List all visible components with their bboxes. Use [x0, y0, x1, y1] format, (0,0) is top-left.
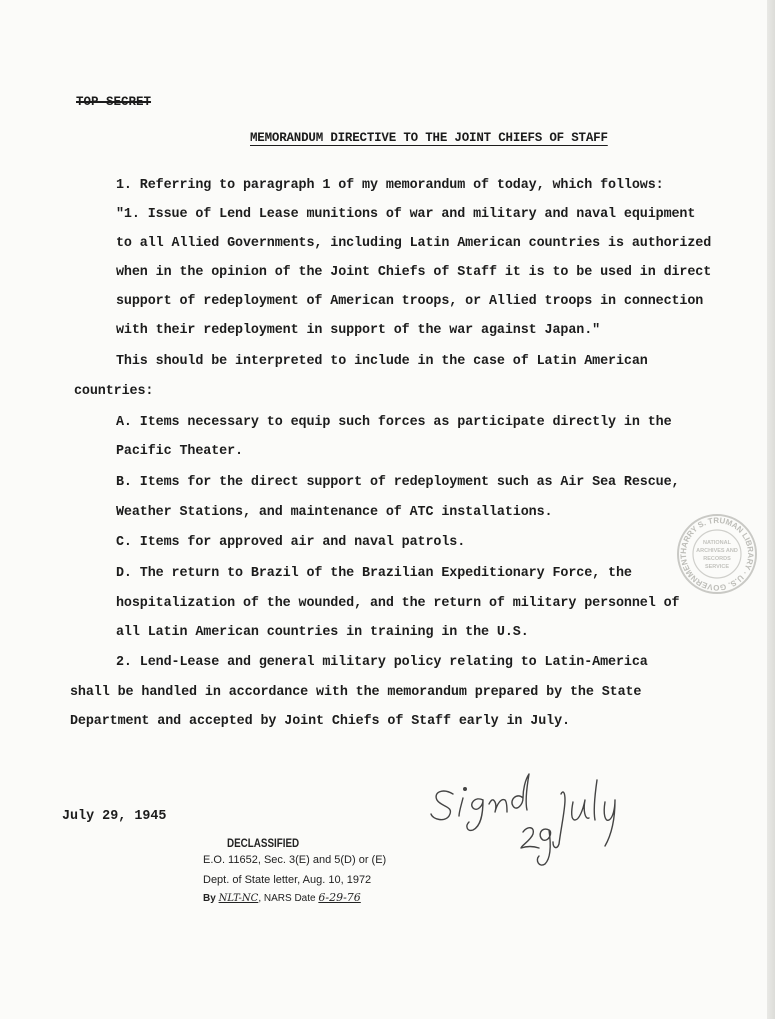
body-line: 1. Referring to paragraph 1 of my memorandum of today, which follows: — [116, 178, 664, 193]
body-line: when in the opinion of the Joint Chiefs of Staff it is to be used in direct — [116, 265, 712, 280]
seal-outer-text: HARRY S. TRUMAN LIBRARY · U.S. GOVERNMENT — [678, 515, 756, 593]
declassified-by-prefix: By — [203, 893, 216, 904]
body-line: 2. Lend-Lease and general military policy relating to Latin-America — [116, 655, 648, 670]
body-line: countries: — [74, 384, 154, 399]
body-line: "1. Issue of Lend Lease munitions of war and military and naval equipment — [116, 207, 696, 222]
classification-marking: TOP SECRET — [76, 95, 152, 109]
declassified-title: DECLASSIFIED — [227, 836, 300, 850]
body-line: B. Items for the direct support of redeployment such as Air Sea Rescue, — [116, 475, 680, 490]
body-line: Weather Stations, and maintenance of ATC installations. — [116, 505, 553, 520]
signature-scribble — [425, 770, 625, 870]
declassified-letter: Dept. of State letter, Aug. 10, 1972 — [203, 874, 372, 886]
seal-inner-line: SERVICE — [704, 564, 730, 570]
body-line: all Latin American countries in training in the U.S. — [116, 625, 529, 640]
seal-inner-line: ARCHIVES AND — [696, 548, 738, 554]
body-line: shall be handled in accordance with the memorandum prepared by the State — [70, 685, 642, 700]
declassified-initials: NLT-NC — [218, 893, 259, 904]
page-edge-shadow — [767, 0, 775, 1019]
body-line: Department and accepted by Joint Chiefs of Staff early in July. — [70, 714, 570, 729]
body-line: A. Items necessary to equip such forces as participate directly in the — [116, 415, 672, 430]
handwritten-signature — [425, 770, 625, 875]
memo-title: MEMORANDUM DIRECTIVE TO THE JOINT CHIEFS OF STAFF — [250, 131, 608, 145]
body-line: Pacific Theater. — [116, 444, 243, 459]
seal-inner-line: NATIONAL — [702, 540, 732, 546]
declassified-nars-label: , NARS Date — [258, 893, 316, 904]
memo-date: July 29, 1945 — [62, 809, 167, 824]
declassified-authority: E.O. 11652, Sec. 3(E) and 5(D) or (E) — [203, 854, 387, 866]
body-line: to all Allied Governments, including Latin American countries is authorized — [116, 236, 712, 251]
seal-inner-line: RECORDS — [703, 556, 731, 562]
declassified-date: 6-29-76 — [318, 891, 361, 904]
body-line: support of redeployment of American troops, or Allied troops in connection — [116, 294, 704, 309]
body-line: with their redeployment in support of the war against Japan." — [116, 323, 601, 338]
declassified-by-line — [203, 892, 361, 904]
body-line: D. The return to Brazil of the Brazilian Expeditionary Force, the — [116, 566, 632, 581]
library-seal-stamp — [676, 513, 758, 600]
body-line: This should be interpreted to include in the case of Latin American — [116, 354, 648, 369]
seal-icon — [676, 513, 758, 595]
body-line: C. Items for approved air and naval patrols. — [116, 535, 466, 550]
body-line: hospitalization of the wounded, and the return of military personnel of — [116, 596, 680, 611]
